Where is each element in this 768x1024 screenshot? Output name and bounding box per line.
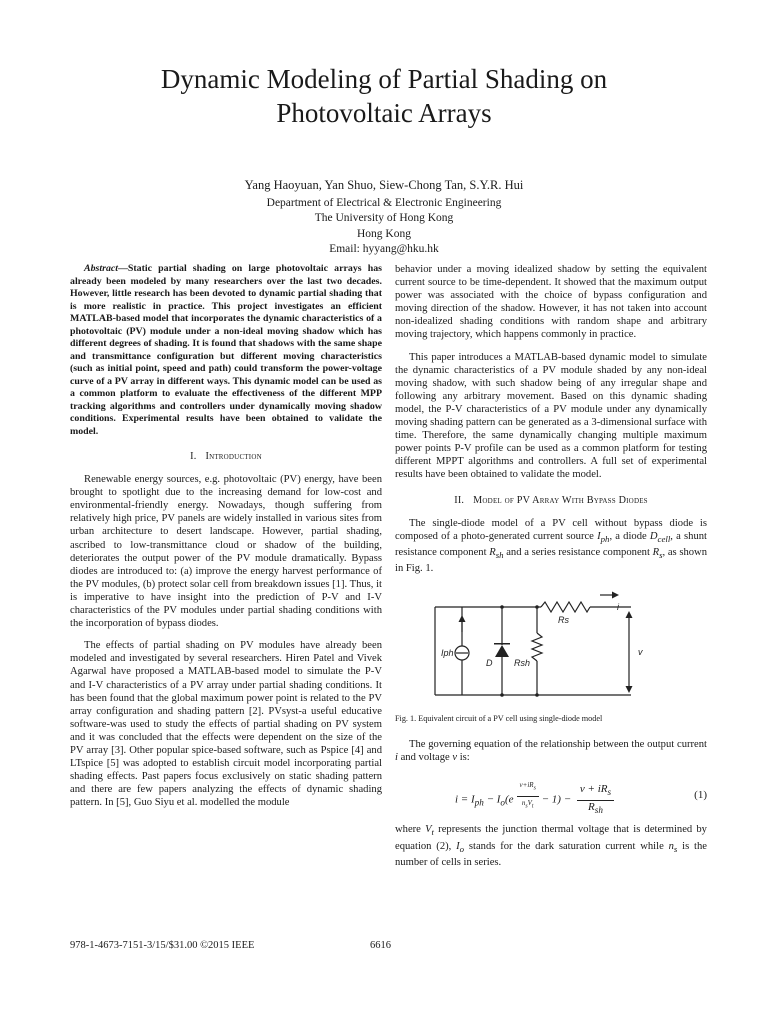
right-column (395, 263, 707, 878)
symbol-rsh (489, 547, 503, 558)
fraction-denominator (577, 801, 614, 817)
intro-paragraph-2: The effects of partial shading on PV modules have already been modeled and investigated by several researchers. Hiren Patel and Vivek Agarwal have proposed a MATLAB-based model to simulate the P-V and I-V characteristics of a PV array under partial shading conditions. It has been found that the global maximum power point is related to the PV array configuration and shading pattern [2]. PVsyst-a useful educative software-was used to study the effects of partial shading on PV system and it was concluded that the effects were dependent on the size of the PV array [3]. Other popular spice-based software, such as Pspice [4] and LTspice [5] was adopted to establish circuit model incorporating partial shading effects. Past papers focus exclusively on static shading pattern and there are few papers analyzing the effects of dynamic shading pattern. In [5], Guo Siyu et al. modelled the module (70, 640, 382, 809)
eq-subscript: ph (474, 797, 484, 808)
subscript: o (459, 843, 465, 854)
symbol: R (489, 546, 496, 558)
equation-number: (1) (694, 789, 707, 802)
symbol-vt (425, 824, 434, 838)
model-paragraph-3 (395, 823, 707, 869)
title-line-2: Photovoltaic Arrays (276, 98, 492, 128)
page-number: 6616 (370, 940, 391, 951)
text-run: , a shunt resistance component (395, 530, 707, 558)
email: Email: hyyang@hku.hk (329, 243, 439, 255)
abstract-text: Static partial shading on large photovoltaic arrays has already been modeled by many researchers over the last two decades. However, little research has been devoted to dynamic partial shading that is more realistic in practice. This project investigates an efficient MATLAB-based model that incorporates the dynamic characteristics of a photovoltaic (PV) module under a non-ideal moving shadow which has different degrees of shading. It is found that shadows with the same shape and transmittance configuration but different moving characteristics (such as initial point, speed and path) could transform the power-voltage curve of a PV array in different ways. This dynamic model can be used as a common platform to evaluate the effectiveness of the different MPP tracking algorithms and controllers under dynamically moving shadow conditions. Experimental results have been obtained to validate the model. (70, 263, 382, 437)
label-voltage: v (638, 647, 643, 658)
author-names: Yang Haoyuan, Yan Shuo, Siew-Chong Tan, S.Y.R. Hui (244, 178, 524, 192)
section-number: I. (190, 451, 197, 462)
eq-term: R (588, 800, 595, 813)
subscript: cell (657, 533, 671, 544)
label-diode: D (486, 658, 493, 669)
eq-lhs: i = I (455, 793, 475, 806)
section-number: II. (454, 494, 465, 506)
symbol: n (668, 840, 674, 852)
footer-copyright: 978-1-4673-7151-3/15/$31.00 ©2015 IEEE (70, 940, 255, 951)
model-paragraph-2 (395, 738, 707, 764)
eq-term: (e (504, 793, 514, 806)
section-heading-model (395, 494, 707, 507)
text-run: represents the junction thermal voltage that is determined by equation (2), (395, 824, 707, 852)
label-iph: Iph (441, 648, 454, 659)
section-title: Model of PV Array With Bypass Diodes (473, 494, 648, 506)
author-block (0, 178, 768, 258)
subscript: ph (600, 533, 610, 544)
text-run: stands for the dark saturation current while (464, 840, 669, 852)
exponent-numerator (517, 779, 539, 796)
eq-term: v + iR (579, 783, 608, 796)
eq-subscript: s (525, 803, 528, 810)
eq-exponent (514, 781, 539, 810)
exponent-denominator (517, 797, 539, 813)
subscript: s (673, 843, 678, 854)
figure-1-circuit (395, 585, 707, 705)
intro-paragraph-4: This paper introduces a MATLAB-based dynamic model to simulate the dynamic characteristics of a PV module shaded by any non-ideal moving shadow, with such shadow being of any irregular shape and following any arbitrary movement. Based on this dynamic shading model, the P-V characteristics of a PV module under any dynamically moving shading pattern can be generated as a 3-dimensional surface with time. Therefore, the same dynamically changing multiple maximum power points P-V profile can be used as a common platform for testing different MPPT algorithms and controllers. A full set of experimental results have been obtained to validate the model. (395, 351, 707, 481)
text-run: where (395, 824, 426, 836)
text-run: The single-diode model of a PV cell without bypass diode is composed of a photo-generated current source (395, 517, 707, 542)
equivalent-circuit-diagram (395, 585, 707, 705)
symbol-iph (597, 531, 609, 542)
text-run: , a diode (609, 530, 650, 542)
department: Department of Electrical & Electronic Engineering (266, 196, 502, 209)
title-line-1: Dynamic Modeling of Partial Shading on (160, 64, 608, 94)
eq-term: v+iR (519, 781, 534, 790)
section-heading-introduction (70, 450, 382, 463)
subscript: sh (495, 550, 504, 560)
label-rs: Rs (558, 615, 569, 626)
symbol: D (649, 530, 658, 542)
eq-subscript: o (500, 797, 505, 808)
eq-subscript: sh (594, 804, 603, 815)
equation-fraction (577, 783, 614, 817)
symbol: V (425, 824, 432, 836)
fraction-numerator (577, 783, 614, 800)
eq-term: n (521, 798, 526, 807)
abstract-dash: — (118, 263, 128, 274)
symbol: I (597, 530, 601, 542)
symbol-io (456, 841, 464, 852)
symbol-i: i (395, 752, 398, 764)
eq-term: V (527, 798, 532, 807)
text-run: and a series resistance component (503, 546, 653, 558)
location: Hong Kong (357, 227, 411, 240)
eq-subscript: s (533, 785, 536, 792)
equation-body (455, 779, 614, 817)
university: The University of Hong Kong (314, 212, 454, 224)
section-title: Introduction (205, 451, 262, 462)
text-run: is: (457, 752, 470, 764)
symbol-dcell (650, 531, 670, 542)
eq-term: − 1) − (538, 793, 572, 806)
symbol: I (456, 840, 460, 852)
text-run: The governing equation of the relationship between the output current (409, 739, 707, 751)
exponent-fraction (517, 779, 539, 813)
intro-paragraph-3: behavior under a moving idealized shadow by setting the equivalent current source to be time-dependent. It showed that the maximum output power was associated with the choice of bypass configuration and moving direction of the shadow. However, it has not taken into account non-idealized shading conditions with random shape and arbitrary moving trajectory, which happens commonly in practice. (395, 264, 707, 341)
paper-title (0, 62, 768, 130)
intro-paragraph-1: Renewable energy sources, e.g. photovoltaic (PV) energy, have been brought to spotlight due to the increasing demand for low-cost and environmental-friendly energy. Nowadays, though suffering from relatively high price, PV panels are widely installed in various sites from urban architecture to desert landscape. However, partial shading, ascribed to low-transmittance cloud or shadow of the building, deteriorates the output power of the PV module dramatically. Bypass diodes are introduced to: (a) improve the energy harvest performance of the PV modules, (b) protect solar cell from breakdown issues [1]. Thus, it is imperative to have insight into the prediction of P-V and I-V characteristics of the PV modules under partial shading conditions with the incorporation of bypass diodes. (70, 474, 382, 630)
abstract-label: Abstract (84, 263, 119, 274)
equation-1 (395, 773, 707, 815)
text-run: , as shown in Fig. 1. (395, 546, 707, 575)
text-run: and voltage (397, 752, 453, 764)
subscript: t (431, 827, 434, 838)
eq-term: − I (483, 793, 501, 806)
eq-subscript: s (607, 787, 612, 798)
figure-1-caption: Fig. 1. Equivalent circuit of a PV cell using single-diode model (395, 714, 603, 724)
symbol: R (652, 546, 660, 558)
eq-subscript: t (531, 803, 534, 810)
text-run: is the number of cells in series. (395, 840, 708, 868)
left-column (70, 263, 382, 818)
label-current: i (617, 602, 619, 613)
symbol-v: v (452, 752, 458, 764)
label-rsh: Rsh (514, 658, 531, 669)
abstract (70, 263, 382, 438)
subscript: s (659, 550, 663, 560)
symbol-rs (653, 547, 663, 558)
model-paragraph-1 (395, 517, 707, 576)
